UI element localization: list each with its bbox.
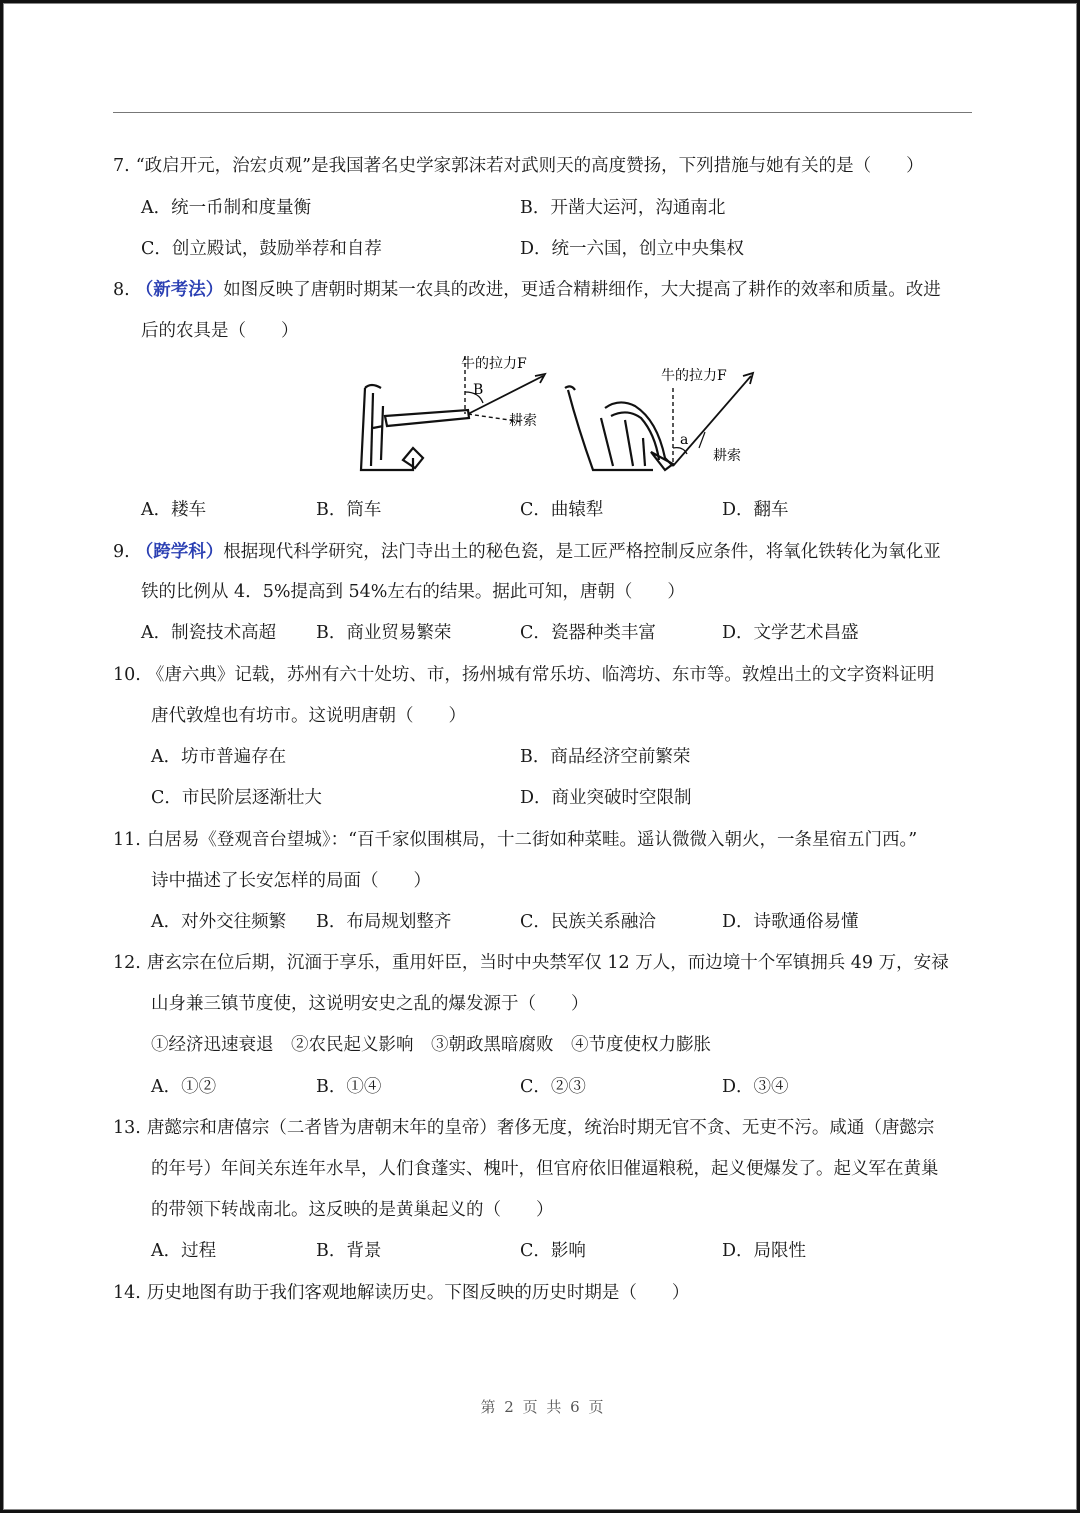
question-number: 8.: [113, 280, 130, 300]
question-text-continued: 诗中描述了长安怎样的局面（ ）: [151, 871, 431, 891]
question-text-continued: 的带领下转战南北。这反映的是黄巢起义的（ ）: [151, 1200, 554, 1220]
option-d: D．③④: [722, 1077, 789, 1097]
question-number: 12.: [113, 953, 141, 973]
option-d: D．统一六国，创立中央集权: [520, 239, 745, 259]
question-tag: （跨学科）: [135, 542, 224, 562]
right-force-label: 牛的拉力F: [661, 368, 727, 384]
page-footer: 第 2 页 共 6 页: [480, 1398, 606, 1416]
option-d: D．局限性: [722, 1241, 807, 1261]
question-text-continued: 山身兼三镇节度使，这说明安史之乱的爆发源于（ ）: [151, 994, 589, 1014]
option-c: C．曲辕犁: [520, 500, 604, 520]
question-number: 11.: [113, 830, 141, 850]
question-text-continued: 唐代敦煌也有坊市。这说明唐朝（ ）: [151, 706, 466, 726]
question-number: 7.: [113, 156, 130, 176]
question-13: [113, 1116, 934, 1140]
question-number: 10.: [113, 665, 141, 685]
option-c: C．创立殿试，鼓励举荐和自荐: [141, 239, 382, 259]
option-b: B．背景: [316, 1241, 382, 1261]
option-b: B．筒车: [316, 500, 382, 520]
option-c: C．②③: [520, 1077, 586, 1097]
option-b: B．商业贸易繁荣: [316, 623, 452, 643]
question-text: 《唐六典》记载，苏州有六十处坊、市，扬州城有常乐坊、临湾坊、东市等。敦煌出土的文字资料证明: [146, 665, 935, 685]
right-rope-label: 耕索: [713, 448, 741, 464]
option-b: B．商品经济空前繁荣: [520, 747, 691, 767]
question-number: 13.: [113, 1118, 141, 1138]
question-text: 如图反映了唐朝时期某一农具的改进，更适合精耕细作，大大提高了耕作的效率和质量。改进: [223, 280, 941, 300]
question-text: 唐玄宗在位后期，沉湎于享乐，重用奸臣，当时中央禁军仅 12 万人，而边境十个军镇拥兵 49 万，安禄: [146, 953, 949, 973]
question-text: 白居易《登观音台望城》：“百千家似围棋局，十二街如种菜畦。遥认微微入朝火，一条星宿五门西。”: [146, 830, 918, 850]
option-b: B．①④: [316, 1077, 382, 1097]
left-rope-label: 耕索: [509, 413, 537, 429]
right-angle-label: a: [680, 432, 689, 448]
question-text: 唐懿宗和唐僖宗（二者皆为唐朝末年的皇帝）奢侈无度，统治时期无官不贪、无吏不污。咸通（唐懿宗: [146, 1118, 935, 1138]
option-a: A．制瓷技术高超: [141, 623, 277, 643]
option-a: A．统一币制和度量衡: [141, 198, 312, 218]
option-d: D．诗歌通俗易懂: [722, 912, 859, 932]
question-text: 根据现代科学研究，法门寺出土的秘色瓷，是工匠严格控制反应条件，将氧化铁转化为氧化亚: [223, 542, 941, 562]
header-divider: [113, 112, 972, 113]
question-8: [113, 278, 941, 302]
question-14: [113, 1281, 689, 1305]
option-c: C．影响: [520, 1241, 586, 1261]
option-a: A．①②: [151, 1077, 217, 1097]
option-b: B．开凿大运河，沟通南北: [520, 198, 726, 218]
question-text-continued: 铁的比例从 4．5%提高到 54%左右的结果。据此可知，唐朝（ ）: [141, 582, 685, 602]
option-d: D．翻车: [722, 500, 789, 520]
question-number: 9.: [113, 542, 130, 562]
option-c: C．民族关系融洽: [520, 912, 656, 932]
question-12: [113, 951, 949, 975]
question-text-continued: 的年号）年间关东连年水旱，人们食蓬实、槐叶，但官府依旧催逼粮税，起义便爆发了。起义军在黄巢: [151, 1159, 939, 1179]
option-c: C．市民阶层逐渐壮大: [151, 788, 322, 808]
option-a: A．坊市普遍存在: [151, 747, 287, 767]
question-text: “政启开元，治宏贞观”是我国著名史学家郭沫若对武则天的高度赞扬，下列措施与她有关的是（ ）: [135, 156, 924, 176]
question-7: [113, 154, 924, 178]
option-a: A．过程: [151, 1241, 217, 1261]
question-10: [113, 663, 934, 687]
plow-figure: [343, 348, 763, 483]
option-d: D．文学艺术昌盛: [722, 623, 859, 643]
question-number: 14.: [113, 1283, 141, 1303]
left-angle-label: B: [473, 382, 484, 398]
question-11: [113, 828, 917, 852]
left-force-label: 牛的拉力F: [461, 356, 527, 372]
question-text-continued: 后的农具是（ ）: [141, 321, 299, 341]
question-tag: （新考法）: [135, 280, 224, 300]
question-text: 历史地图有助于我们客观地解读历史。下图反映的历史时期是（ ）: [146, 1283, 690, 1303]
option-a: A．对外交往频繁: [151, 912, 287, 932]
option-b: B．布局规划整齐: [316, 912, 452, 932]
option-c: C．瓷器种类丰富: [520, 623, 656, 643]
question-9: [113, 540, 941, 564]
option-d: D．商业突破时空限制: [520, 788, 692, 808]
option-a: A．耧车: [141, 500, 207, 520]
choice-items: ①经济迅速衰退 ②农民起义影响 ③朝政黑暗腐败 ④节度使权力膨胀: [151, 1035, 711, 1055]
